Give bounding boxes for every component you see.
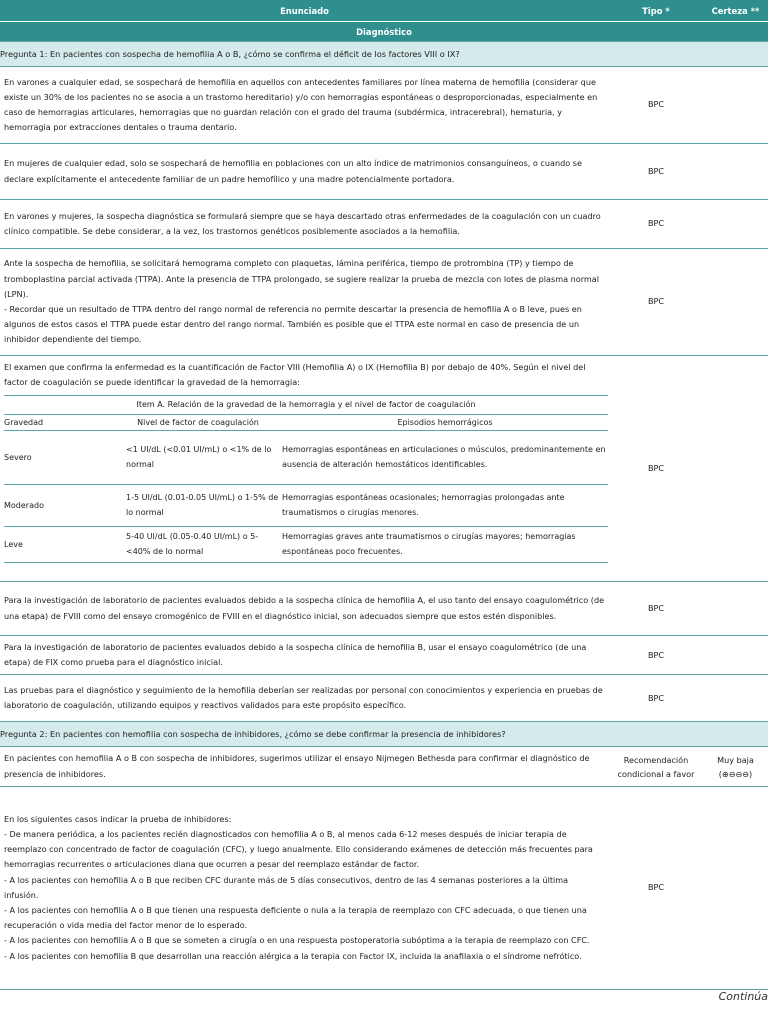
table-row (0, 200, 768, 249)
row-statement: En mujeres de cualquier edad, solo se sospechará de hemofilia en poblaciones con un alto índice de matrimonios consanguíneos, o cuando se declare explícitamente el antecedente familiar de un padre hemofílico y una madre potencialmente portadora. (0, 144, 609, 200)
list-item: - De manera periódica, a los pacientes recién diagnosticados con hemofilia A o B, al menos cada 6-12 meses después de iniciar terapia de reemplazo con concentrado de factor de coagulación (CFC), y luego anualmente. Ello considerando exámenes de detección más frecuentes para hemorragias recurrentes o articulaciones diana que ocurren a pesar del reemplazo estándar de factor. (4, 829, 593, 870)
table-row (0, 249, 768, 356)
row-tipo: BPC (609, 786, 703, 989)
subtable-nivel: 5-40 UI/dL (0.05-0.40 UI/mL) o 5-<40% de lo normal (114, 526, 282, 562)
row-tipo: BPC (609, 636, 703, 675)
continued-label: Continúa (718, 990, 768, 1003)
list-item: - A los pacientes con hemofilia A o B que tienen una respuesta deficiente o nula a la terapia de reemplazo con CFC adecuada, o que tienen una recuperación o vida media del factor menor de lo esperado. (4, 905, 587, 931)
row-statement: En pacientes con hemofilia A o B con sospecha de inhibidores, sugerimos utilizar el ensayo Nijmegen Bethesda para confirmar el diagnóstico de presencia de inhibidores. (0, 747, 609, 786)
row-certeza (703, 356, 768, 582)
row-statement: Las pruebas para el diagnóstico y seguimiento de la hemofilia deberían ser realizadas por personal con conocimientos y experiencia en pruebas de laboratorio de coagulación, utilizando equipos y reactivos validados para este propósito específico. (0, 675, 609, 722)
table-row (0, 67, 768, 144)
row-certeza (703, 675, 768, 722)
table-row (0, 675, 768, 722)
question-row (0, 42, 768, 67)
question-row (0, 722, 768, 747)
row-certeza (703, 582, 768, 636)
row-statement: Para la investigación de laboratorio de pacientes evaluados debido a la sospecha clínica de hemofilia B, usar el ensayo coagulométrico (de una etapa) de FIX como prueba para el diagnóstico inicial. (0, 636, 609, 675)
row-tipo: BPC (609, 582, 703, 636)
header-tipo: Tipo * (609, 0, 703, 22)
row-statement (0, 249, 609, 356)
row-certeza (703, 786, 768, 989)
section-row (0, 22, 768, 42)
table-row (0, 747, 768, 786)
subtable-gravedad: Leve (4, 526, 114, 562)
subtable-nivel: <1 UI/dL (<0.01 UI/mL) o <1% de lo normal (114, 430, 282, 484)
section-title: Diagnóstico (0, 22, 768, 42)
subtable-episodios: Hemorragias espontáneas ocasionales; hemorragias prolongadas ante traumatismos o cirugías menores. (282, 484, 608, 526)
list-item: - A los pacientes con hemofilia A o B que se someten a cirugía o en una respuesta postoperatoria subóptima a la terapia de reemplazo con CFC. (4, 935, 590, 946)
row-statement: En varones a cualquier edad, se sospechará de hemofilia en aquellos con antecedentes familiares por línea materna de hemofilia (considerar que existe un 30% de los pacientes no se asocia a un trastorno hereditario) y/o con hemorragias espontáneas o desproporcionadas, especialmente en caso de hemorragias articulares, hemorragias que no guardan relación con el grado del trauma (subdérmica, intracerebral), hematuria, y hemorragia por extracciones dentales o trauma dentario. (0, 67, 609, 144)
row-statement: En varones y mujeres, la sospecha diagnóstica se formulará siempre que se haya descartado otras enfermedades de la coagulación con un cuadro clínico compatible. Se debe considerar, a la vez, los trastornos genéticos posiblemente asociados a la hemofilia. (0, 200, 609, 249)
row-tipo: BPC (609, 200, 703, 249)
subtable-header-episodios: Episodios hemorrágicos (282, 414, 608, 430)
subtable-episodios: Hemorragias espontáneas en articulaciones o músculos, predominantemente en ausencia de alteración hemostáticos identificables. (282, 430, 608, 484)
list-item: - A los pacientes con hemofilia B que desarrollan una reacción alérgica a la terapia con Factor IX, incluida la anafilaxia o el síndrome nefrótico. (4, 950, 582, 961)
subtable-gravedad: Moderado (4, 484, 114, 526)
subtable-header-nivel: Nivel de factor de coagulación (114, 414, 282, 430)
row-tipo: BPC (609, 356, 703, 582)
table-row (0, 636, 768, 675)
list-item: - A los pacientes con hemofilia A o B que reciben CFC durante más de 5 días consecutivos, dentro de las 4 semanas posteriores a la última infusión. (4, 874, 569, 900)
subtable-row (4, 526, 608, 562)
subtable-header-gravedad: Gravedad (4, 414, 114, 430)
row-tipo: Recomendación condicional a favor (609, 747, 703, 786)
header-certeza: Certeza ** (703, 0, 768, 22)
subtable-nivel: 1-5 UI/dL (0.01-0.05 UI/mL) o 1-5% de lo normal (114, 484, 282, 526)
subtable-row (4, 430, 608, 484)
question-1: Pregunta 1: En pacientes con sospecha de hemofilia A o B, ¿cómo se confirma el déficit de los factores VIII o IX? (0, 42, 768, 67)
row-tipo: BPC (609, 67, 703, 144)
inhibitor-intro: En los siguientes casos indicar la prueba de inhibidores: (4, 813, 232, 824)
row-tipo: BPC (609, 249, 703, 356)
row-certeza (703, 249, 768, 356)
row-certeza (703, 144, 768, 200)
row-tipo: BPC (609, 144, 703, 200)
subtable-episodios: Hemorragias graves ante traumatismos o cirugías mayores; hemorragias espontáneas poco frecuentes. (282, 526, 608, 562)
table-row (0, 356, 768, 582)
row-certeza: Muy baja (⊕⊖⊖⊖) (703, 747, 768, 786)
subtable-row (4, 484, 608, 526)
table-row (0, 786, 768, 989)
factor-intro: El examen que confirma la enfermedad es la cuantificación de Factor VIII (Hemofilia A) o IX (Hemofilia B) por debajo de 40%. Según el nivel del factor de coagulación se puede identificar la gravedad de la hemorragia: (4, 362, 586, 388)
subtable-caption: Item A. Relación de la gravedad de la hemorragia y el nivel de factor de coagulación (4, 396, 608, 414)
row-statement-part-1: Ante la sospecha de hemofilia, se solicitará hemograma completo con plaquetas, lámina periférica, tiempo de protrombina (TP) y tiempo de tromboplastina parcial activada (TTPA). Ante la presencia de TTPA prolongado, se sugiere realizar la prueba de mezcla con lotes de plasma normal (LPN). (4, 258, 600, 299)
table-header-row (0, 0, 768, 22)
row-statement: Para la investigación de laboratorio de pacientes evaluados debido a la sospecha clínica de hemofilia A, el uso tanto del ensayo coagulométrico (de una etapa) de FVIII como del ensayo cromogénico de FVIII en el diagnóstico inicial, son adecuados siempre que estos estén disponibles. (0, 582, 609, 636)
subtable-gravedad: Severo (4, 430, 114, 484)
row-statement-part-2: - Recordar que un resultado de TTPA dentro del rango normal de referencia no permite descartar la presencia de hemofilia A o B leve, pues en algunos de estos casos el TTPA puede estar dentro del rango normal. También es posible que el TTPA este normal en caso de presencia de un inhibidor dependiente del tiempo. (4, 304, 582, 345)
row-tipo: BPC (609, 675, 703, 722)
table-row (0, 144, 768, 200)
row-certeza (703, 200, 768, 249)
row-certeza (703, 636, 768, 675)
inhibitor-row-statement (0, 786, 609, 989)
table-row (0, 582, 768, 636)
factor-row-statement (0, 356, 609, 582)
row-certeza (703, 67, 768, 144)
severity-subtable (4, 395, 608, 562)
question-2: Pregunta 2: En pacientes con hemofilia con sospecha de inhibidores, ¿cómo se debe confirmar la presencia de inhibidores? (0, 722, 768, 747)
header-enunciado: Enunciado (0, 0, 609, 22)
